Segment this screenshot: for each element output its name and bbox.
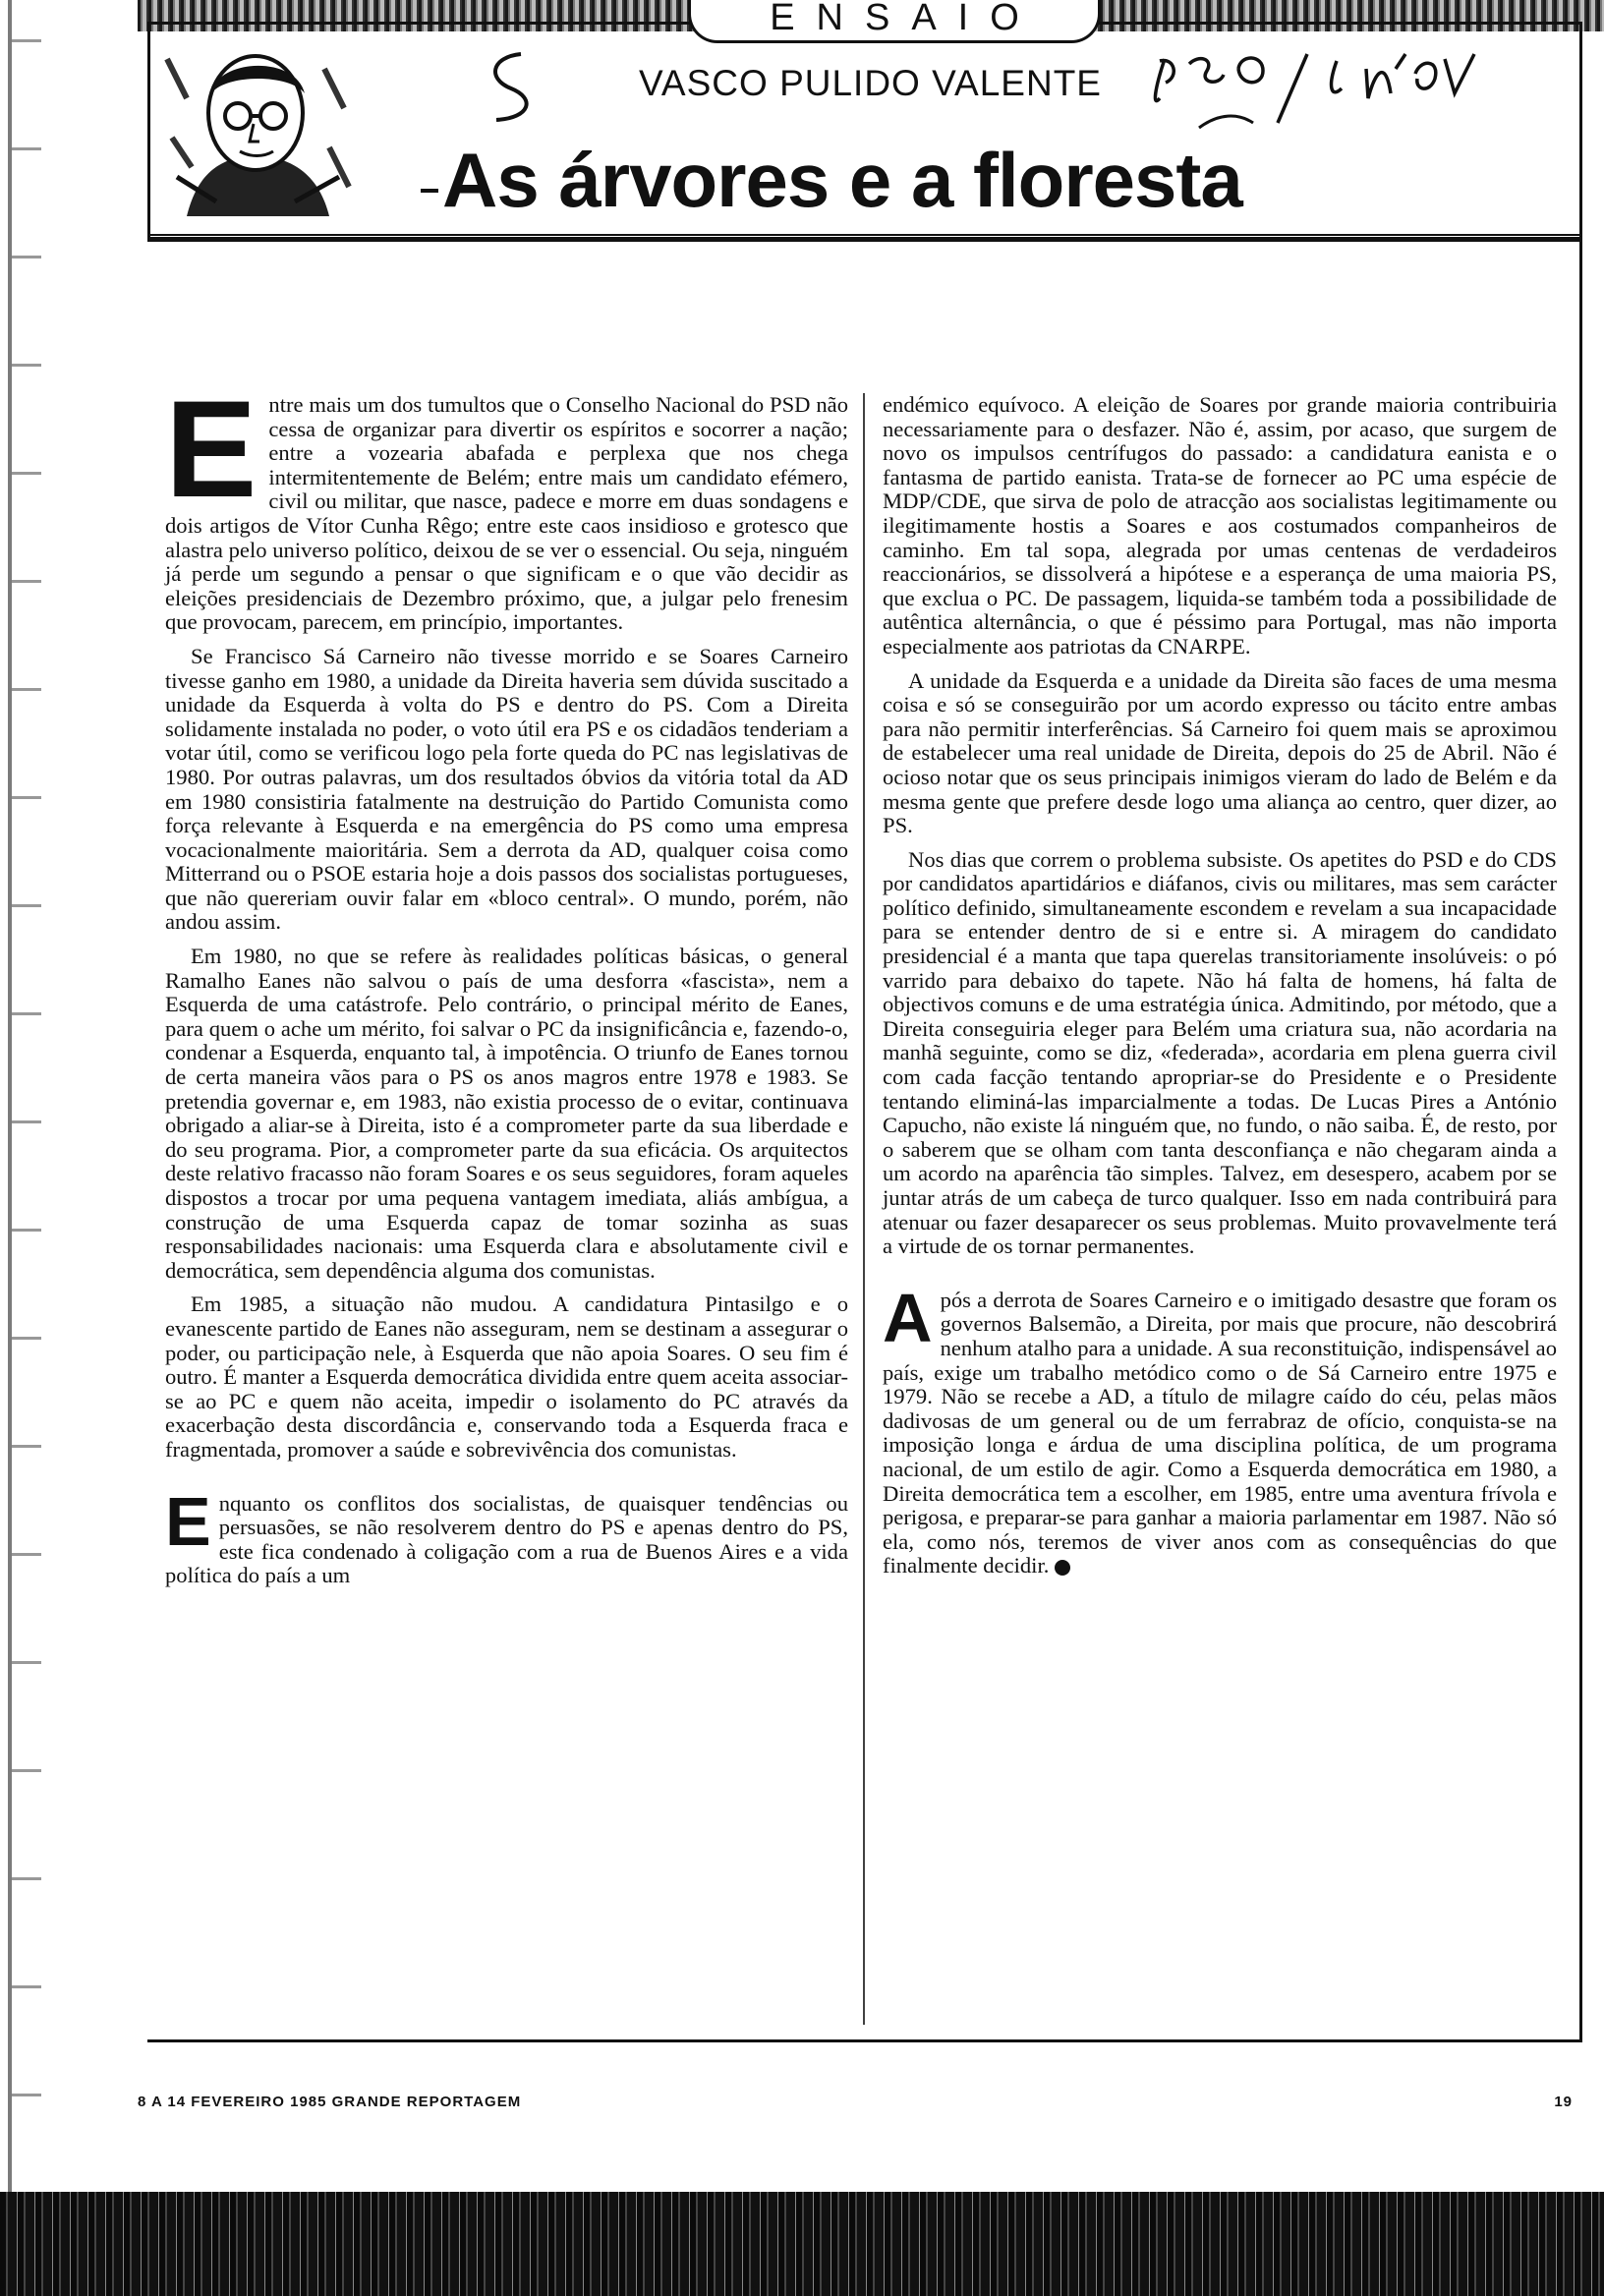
drop-cap: E bbox=[165, 1482, 211, 1560]
drop-cap: A bbox=[883, 1279, 933, 1356]
author-portrait-illustration bbox=[157, 39, 354, 226]
article-frame-bottom bbox=[147, 2039, 1582, 2042]
end-mark bbox=[1055, 1560, 1070, 1576]
paragraph-5-start: E nquanto os conflitos dos socialistas, de quaisquer tendências ou persuasões, se não resolverem dentro do PS e apenas dentro do PS, este fica condenado à coligação com a rua de Buenos Aires e a vida política do país a um bbox=[165, 1482, 848, 1588]
drop-cap: E bbox=[165, 372, 258, 526]
article-frame-right bbox=[1579, 240, 1582, 2042]
author-name: VASCO PULIDO VALENTE bbox=[639, 63, 1102, 103]
article-column-right bbox=[883, 393, 1557, 2044]
paragraph-8: A pós a derrota de Soares Carneiro e o imitigado desastre que foram os governos Balsemão, a Direita, por mais que procure, não descobrirá nenhum atalho para a unidade. A sua reconstituição, indispensável ao país, exige um trabalho metódico como o de Sá Carneiro entre 1975 e 1979. Não se recebe a AD, a título de milagre caído do céu, pelas mãos dadivosas de um general ou de um ferrabraz de ofício, conquista-se na imposição longa e árdua de uma disciplina política, de um programa nacional, de um estilo de agir. Como a Esquerda democrática em 1980, a Direita democrática tem a escolher, em 1985, entre uma aventura frívola e perigosa, e preparar-se para ganhar a maioria parlamentar em 1987. Não só ela, como nós, teremos de viver anos com as consequências do que finalmente decidir. bbox=[883, 1279, 1557, 1578]
footer-date-publication: 8 A 14 FEVEREIRO 1985 GRANDE REPORTAGEM bbox=[138, 2094, 522, 2110]
column-divider bbox=[863, 393, 865, 2025]
headline-dash bbox=[421, 189, 438, 193]
paragraph-3: Em 1980, no que se refere às realidades políticas básicas, o general Ramalho Eanes não salvou o país de uma desforra «fascista», nem a Esquerda de uma catástrofe. Pelo contrário, o principal mérito de Eanes, para quem o ache um mérito, foi salvar o PC da insignificância e, fazendo-o, condenar a Esquerda, enquanto tal, à impotência. O triunfo de Eanes tornou de certa maneira vãos para o PS os anos magros entre 1978 e 1983. Se pretendia governar e, em 1983, não existia processo de o evitar, continuava obrigado a aliar-se à Direita, isto é a comprometer parte da sua liberdade e do seu programa. Pior, a comprometer parte da sua eficácia. Os arquitectos deste relativo fracasso não foram Soares e os seus seguidores, foram aqueles dispostos a trocar por uma pequena vantagem imediata, aliás ambígua, a construção de uma Esquerda capaz de tomar sozinha as suas responsabilidades nacionais: uma Esquerda clara e absolutamente civil e democrática, sem dependência alguma dos comunistas. bbox=[165, 944, 848, 1283]
header-double-rule bbox=[147, 234, 1582, 242]
page-number: 19 bbox=[1554, 2094, 1573, 2110]
section-label: ENSAIO bbox=[688, 0, 1101, 43]
paragraph-7: Nos dias que correm o problema subsiste. Os apetites do PSD e do CDS por candidatos apartidários e diáfanos, civis ou militares, mas sem carácter político definido, simultaneamente escondem e revelam a sua incapacidade para se entender dentro de si e entre si. A miragem do candidato presidencial é a manta que tapa querelas transitoriamente insolúveis: o pó varrido para debaixo do tapete. Não há falta de homens, há falta de objectivos comuns e de uma estratégia única. Admitindo, por método, que a Direita conseguiria eleger para Belém uma criatura sua, não acordaria na manhã seguinte, como se diz, «federada», acordaria em plena guerra civil com cada facção tentando apropriar-se do Presidente e o Presidente tentando eliminá-las imparcialmente a todas. De Lucas Pires a António Capucho, não existe lá ninguém que, no fundo, o não saiba. É, de resto, por o saberem que se olham com tanta desconfiança e não chegaram ainda a um acordo na aparência tão simples. Talvez, em desespero, acabem por se juntar atrás de um cabeça de turco qualquer. Isso em nada contribuirá para atenuar ou fazer desaparecer os seus problemas. Muito provavelmente terá a virtude de os tornar permanentes. bbox=[883, 846, 1557, 1259]
article-column-left bbox=[165, 372, 848, 2044]
paragraph-6: A unidade da Esquerda e a unidade da Direita são faces de uma mesma coisa e só se conseguirão por um acordo expresso ou tácito entre ambas para não permitir interferências. Sá Carneiro foi quem mais se aproximou de estabelecer uma real unidade de Direita, depois do 25 de Abril. Não é ocioso notar que os seus principais inimigos vieram do lado de Belém e da mesma gente que prefere desde logo uma aliança ao centro, quer dizer, ao PS. bbox=[883, 667, 1557, 838]
article-headline: As árvores e a floresta bbox=[442, 137, 1242, 223]
paragraph-4: Em 1985, a situação não mudou. A candidatura Pintasilgo e o evanescente partido de Eanes não asseguram, nem se destinam a assegurar o poder, ou participação nele, à Esquerda que não apoia Soares. O seu fim é outro. É manter a Esquerda democrática dividida entre quem aceita associar-se ao PC e quem não aceita, impedir o isolamento do PC através da exacerbação desta discordância e, conservando toda a Esquerda fraca e fragmentada, promover a saúde e sobrevivência dos comunistas. bbox=[165, 1292, 848, 1462]
paragraph-2: Se Francisco Sá Carneiro não tivesse morrido e se Soares Carneiro tivesse ganho em 1980, a unidade da Direita haveria sem dúvida suscitado a unidade da Esquerda à volta do PS e dentro do PS. Com a Direita solidamente instalada no poder, o voto útil era PS e os cidadãos tenderiam a votar útil, como se verificou logo pela forte queda do PC nas legislativas de 1980. Por outras palavras, um dos resultados óbvios da vitória total da AD em 1980 consistiria fatalmente na destruição do Partido Comunista como força relevante à Esquerda e na emergência do PS como uma empresa vocacionalmente maioritária. Sem a derrota da AD, qualquer coisa como Mitterrand ou o PSOE estaria hoje a dois passos dos socialistas portugueses, que não quereriam ouvir falar em «bloco central». O mundo, porém, não andou assim. bbox=[165, 643, 848, 935]
scan-edge-bottom bbox=[0, 2192, 1604, 2296]
paragraph-5-continued: endémico equívoco. A eleição de Soares por grande maioria contribuiria necessariamente para o desfazer. Não é, assim, por acaso, que surgem de novo os impulsos centrífugos do passado: a candidatura eanista e o fantasma de partido eanista. Trata-se de fornecer ao PC uma espécie de MDP/CDE, que sirva de polo de atracção aos socialistas legitimamente ou ilegitimamente hostis a Soares e aos costumados companheiros de caminho. Em tal sopa, alegrada por umas centenas de verdadeiros reaccionários, se dissolverá a hipótese e a esperança de uma maioria PS, que exclua o PC. De passagem, liquida-se também toda a possibilidade de autêntica alternância, o que é péssimo para Portugal, mas não importa especialmente aos patriotas da CNARPE. bbox=[883, 392, 1557, 659]
paragraph-1: E ntre mais um dos tumultos que o Conselho Nacional do PSD não cessa de organizar para divertir os espíritos e socorrer a nação; entre a vozearia abafada e perplexa que nos chega intermitentemente de Belém; entre mais um candidato efémero, civil ou militar, que nasce, padece e morre em duas sondagens e dois artigos de Vítor Cunha Rêgo; entre este caos insidioso e grotesco que alastra pelo universo político, deixou de se ver o essencial. Ou seja, ninguém já perde um segundo a pensar o que significam e o que vão decidir as eleições presidenciais de Dezembro próximo, que, a julgar pelo frenesim que provocam, parecem, em princípio, importantes. bbox=[165, 372, 848, 635]
scan-edge-left bbox=[8, 0, 41, 2296]
